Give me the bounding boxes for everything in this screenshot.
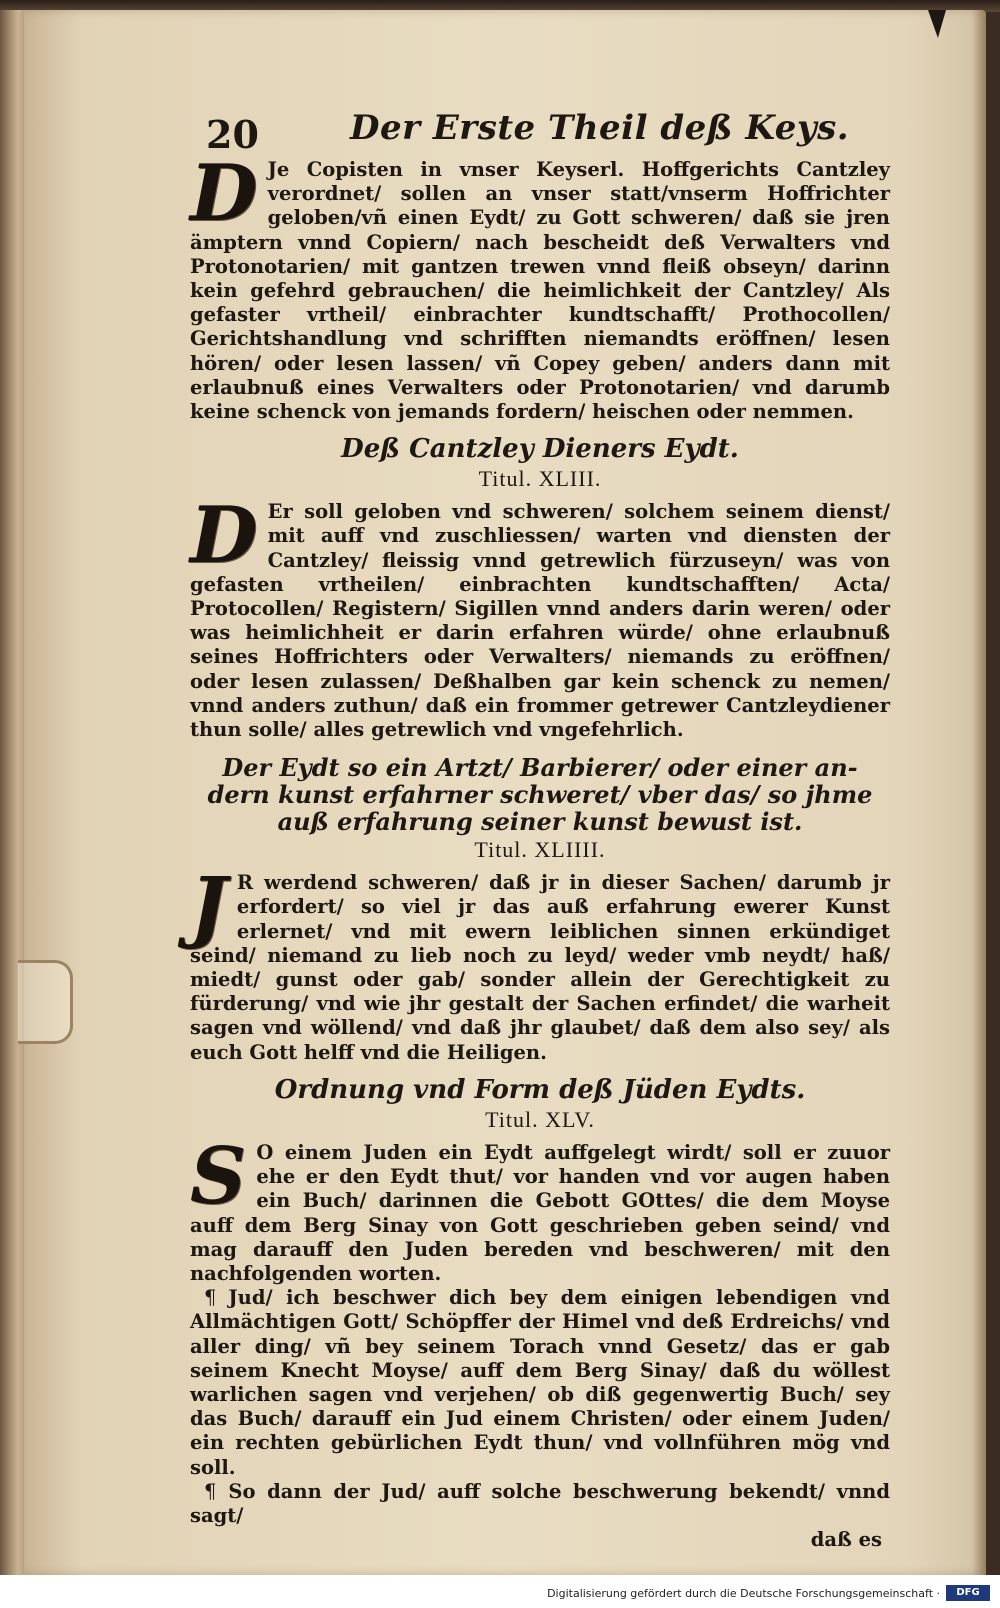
section-juden-eydt bbox=[190, 1130, 890, 1286]
drop-initial: S bbox=[190, 1130, 247, 1222]
running-head bbox=[190, 100, 890, 158]
digitization-footer bbox=[0, 1575, 1000, 1608]
titul-number: Titul. XLV. bbox=[485, 1106, 595, 1132]
drop-initial: D bbox=[190, 148, 258, 239]
section-heading: Ordnung vnd Form deß Jüden Eydts. bbox=[274, 1074, 806, 1105]
page-shadow bbox=[972, 10, 986, 1575]
drop-initial: D bbox=[190, 490, 258, 582]
paragraph-text: Jud/ ich beschwer dich bey dem einigen lebendigen vnd Allmächtigen Gott/ Schöpffer der Himel vnd deß Erdreichs/ vnd aller ding/ vñ bey seinem Torach vnnd Gesetz/ das er gab seinem Knecht Moyse/ auff dem Berg Sinay/ daß du wöllest warlichen sagen vnd verjehen/ ob diß gegenwertig Buch/ sey das Buch/ darauff ein Jud einem Christen/ oder einem Juden/ ein rechten gebürlichen Eydt thun/ vnd vollnführen mög vnd soll. bbox=[190, 1286, 890, 1479]
running-title: Der Erste Theil deß Keys. bbox=[350, 108, 850, 148]
titul-number: Titul. XLIIII. bbox=[474, 837, 606, 863]
paragraph-text: Je Copisten in vnser Keyserl. Hoffgerichts Cantzley verordnet/ sollen an vnser statt/vnserm Hoffrichter geloben/vñ einen Eydt/ zu Gott schweren/ daß sie jren ämptern vnnd Copiern/ nach bescheidt deß Verwalters vnd Protonotarien/ mit gantzen trewen vnnd fleiß obseyn/ darinn kein gefehrd gebrauchen/ die heimlichkeit der Cantzley/ Als gefaster vrtheil/ einbrachter kundtschafft/ Prothocollen/ Gerichtshandlung vnd schrifften niemandts eröffnen/ lesen hören/ oder lesen lassen/ vñ Copey geben/ anders dann mit erlaubnuß eines Verwalters oder Protonotarien/ vnd darumb keine schenck von jemands fordern/ heischen oder nemmen. bbox=[190, 158, 890, 424]
paragraph-text: O einem Juden ein Eydt auffgelegt wirdt/ soll er zuuor ehe er den Eydt thut/ vor handen vnd vor augen haben ein Buch/ darinnen die Gebott GOttes/ die dem Moyse auff dem Berg Sinay von Gott geschrieben geben seind/ vnd mag darauff den Juden bereden vnd beschweren/ mit den nachfolgenden worten. bbox=[190, 1140, 890, 1285]
heading-line: dern kunst erfahrner schweret/ vber das/ so jhme bbox=[207, 780, 873, 810]
page-text-block bbox=[190, 100, 890, 1552]
corner-mark bbox=[928, 10, 946, 38]
page-number: 20 bbox=[206, 112, 259, 157]
heading-line: auß erfahrung seiner kunst bewust ist. bbox=[277, 807, 803, 837]
section-artzt-oath bbox=[190, 861, 890, 1065]
dfg-logo: DFG bbox=[946, 1585, 990, 1601]
section-cantzley-diener-oath bbox=[190, 490, 890, 742]
book-gutter-edge bbox=[0, 10, 26, 1575]
paragraph-text: So dann der Jud/ auff solche beschwerung bekendt/ vnnd sagt/ bbox=[190, 1479, 890, 1527]
heading-line: Der Eydt so ein Artzt/ Barbierer/ oder einer an- bbox=[222, 753, 858, 783]
page-tab-marker bbox=[18, 960, 73, 1044]
paragraph-text: Er soll geloben vnd schweren/ solchem seinem dienst/ mit auff vnd zuschliessen/ warten vnd diensten der Cantzley/ fleissig vnnd getrewlich fürzuseyn/ was von gefasten vrtheilen/ einbrachten kundtschafften/ Acta/ Protocollen/ Registern/ Sigillen vnnd anders darin weren/ oder was heimlichheit er darin erfahren würde/ ohne erlaubnuß seines Hoffrichters oder Verwalters/ niemands zu eröffnen/ oder lesen zulassen/ Deßhalben gar kein schenck zu nemen/ vnnd anders zuthun/ daß ein frommer getrewer Cantzleydiener thun solle/ alles getrewlich vnd vngefehrlich. bbox=[190, 500, 890, 742]
section-heading bbox=[190, 754, 890, 835]
catchword: daß es bbox=[810, 1528, 882, 1552]
footer-credit: Digitalisierung gefördert durch die Deutsche Forschungsgemeinschaft · bbox=[547, 1587, 940, 1600]
pilcrow-paragraph bbox=[190, 1480, 890, 1528]
pilcrow-paragraph bbox=[190, 1286, 890, 1480]
pilcrow-mark: ¶ bbox=[204, 1286, 217, 1310]
section-copisten-oath bbox=[190, 148, 890, 424]
drop-initial: J bbox=[190, 861, 227, 953]
pilcrow-mark: ¶ bbox=[204, 1479, 217, 1503]
titul-number: Titul. XLIII. bbox=[478, 466, 602, 492]
section-heading: Deß Cantzley Dieners Eydt. bbox=[341, 434, 739, 465]
paragraph-text: R werdend schweren/ daß jr in dieser Sachen/ darumb jr erfordert/ so viel jr das auß erfahrung ewerer Kunst erlernet/ vnd mit ewern leiblichen sinnen erkündiget seind/ niemand zu lieb noch zu leyd/ weder vmb neydt/ haß/ miedt/ gunst oder gab/ sonder allein der Gerechtigkeit zu fürderung/ vnd wie jhr gestalt der Sachen erfindet/ die warheit sagen vnd wöllend/ vnd daß jhr glaubet/ daß dem also sey/ als euch Gott helff vnd die Heiligen. bbox=[190, 871, 890, 1064]
